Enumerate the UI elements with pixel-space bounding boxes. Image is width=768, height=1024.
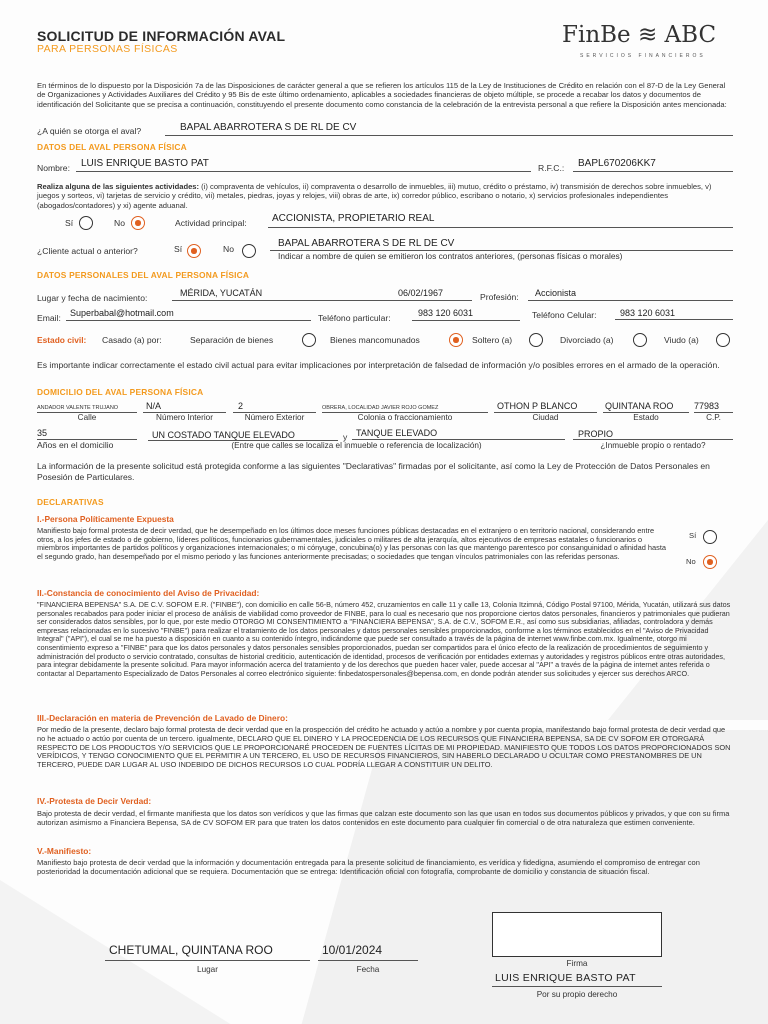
- pep-si-radio[interactable]: [703, 530, 717, 544]
- pep-title: I.-Persona Políticamente Expuesta: [37, 514, 174, 524]
- lugar-nacimiento-line: [172, 300, 472, 301]
- cliente-si-radio[interactable]: [187, 244, 201, 258]
- actividades-lead: Realiza alguna de las siguientes actividades:: [37, 182, 200, 191]
- anios-caption: Años en el domicilio: [37, 440, 114, 450]
- actividades-no-label: No: [114, 218, 125, 228]
- section-datos-aval: DATOS DEL AVAL PERSONA FÍSICA: [37, 142, 187, 152]
- page-title: SOLICITUD DE INFORMACIÓN AVAL: [37, 28, 286, 44]
- profesion-label: Profesión:: [480, 292, 519, 302]
- pep-no-radio[interactable]: [703, 555, 717, 569]
- cliente-field[interactable]: BAPAL ABARROTERA S DE RL DE CV: [278, 238, 455, 249]
- fecha-firma-line: [318, 960, 418, 961]
- cliente-si-label: Sí: [174, 244, 183, 254]
- estado-civil-viudo: Viudo (a): [664, 335, 699, 345]
- propio-field[interactable]: PROPIO: [578, 429, 614, 439]
- actividades-paragraph: [37, 182, 733, 210]
- cliente-no-label: No: [223, 244, 234, 254]
- manifiesto-title: V.-Manifiesto:: [37, 846, 92, 856]
- actividades-si-radio[interactable]: [79, 216, 93, 230]
- section-domicilio: DOMICILIO DEL AVAL PERSONA FÍSICA: [37, 387, 204, 397]
- email-field[interactable]: Superbabal@hotmail.com: [70, 308, 174, 318]
- privacidad-title: II.-Constancia de conocimiento del Aviso de Privacidad:: [37, 588, 260, 598]
- lavado-title: III.-Declaración en materia de Prevención de Lavado de Dinero:: [37, 713, 288, 723]
- profesion-line: [528, 300, 733, 301]
- celular-field[interactable]: 983 120 6031: [620, 308, 676, 318]
- viudo-radio[interactable]: [716, 333, 730, 347]
- estado-civil-separacion: Separación de bienes: [190, 335, 274, 345]
- cp-caption: C.P.: [706, 413, 721, 422]
- lavado-paragraph: Por medio de la presente, declaro bajo formal protesta de decir verdad que en la prospección del crédito he actuado y actúo a nombre y por cuenta propia, manifestando bajo formal protesta de decir verdad que no he actuado o actúo por cuenta de un tercero. igualmente, DECLARO QUE EL DINERO Y LA PROCEDENCIA DE LOS RECURSOS QUE FINANCIERA BEPENSA, SA DE CV SOFOM ER OTORGARÁ RESPECTO DE LOS PRODUCTOS Y/O SERVICIOS QUE LE PROPORCIONARÉ PROCEDEN DE FUENTES LÍCITAS DE MI PROPIEDAD. MANIFIESTO QUE TODOS LOS DATOS PROPORCIONADOS SON VERÍDICOS, Y TENGO CONOCIMIENTO QUE EL PERMITIR A UN TERCERO, EL USO DE RECURSOS FINANCIEROS, SIN HABERLO DECLARADO U OCULTAR COMO PRESTANOMBRES DE UN TERCERO, PUEDE DAR LUGAR AL USO INDEBIDO DE DICHOS RECURSOS LO CUAL PODRÍA LLEGAR A CONSTITUIR UN DELITO.: [37, 725, 731, 770]
- nombre-field[interactable]: LUIS ENRIQUE BASTO PAT: [81, 158, 209, 169]
- actividad-principal-label: Actividad principal:: [175, 218, 247, 228]
- signature-box[interactable]: [492, 912, 662, 957]
- num-int-field[interactable]: N/A: [146, 401, 162, 411]
- divorciado-radio[interactable]: [633, 333, 647, 347]
- fecha-nacimiento-field[interactable]: 06/02/1967: [398, 288, 444, 298]
- estado-civil-mancomunados: Bienes mancomunados: [330, 335, 420, 345]
- ciudad-caption: Ciudad: [532, 413, 559, 422]
- entre-calle-1-field[interactable]: UN COSTADO TANQUE ELEVADO: [152, 430, 295, 440]
- colonia-field[interactable]: OBRERA, LOCALIDAD JAVIER ROJO GOMEZ: [322, 405, 439, 411]
- cliente-label: ¿Cliente actual o anterior?: [37, 246, 138, 256]
- actividad-principal-line: [268, 227, 733, 228]
- logo-tagline: SERVICIOS FINANCIEROS: [580, 53, 706, 59]
- num-ext-field[interactable]: 2: [238, 401, 244, 411]
- calle-field[interactable]: ANDADOR VALENTE TRUJANO: [37, 405, 119, 411]
- nombre-label: Nombre:: [37, 163, 70, 173]
- firma-caption: Firma: [566, 959, 588, 968]
- profesion-field[interactable]: Accionista: [535, 288, 577, 298]
- lugar-firma-line: [105, 960, 310, 961]
- estado-caption: Estado: [633, 413, 659, 422]
- fecha-firma-field[interactable]: 10/01/2024: [322, 943, 383, 957]
- proteccion-paragraph: La información de la presente solicitud está protegida conforme a las siguientes "Declarativas" firmadas por el solicitante, así como la Ley de Protección de Datos Personales en Posesión de Particulares.: [37, 461, 710, 482]
- cp-field[interactable]: 77983: [694, 401, 720, 411]
- protesta-paragraph: Bajo protesta de decir verdad, el firmante manifiesta que los datos son verídicos y que las firmas que calzan este documento son las que usan en todos sus documentos públicos y privados, y que con su firma autorizan asimismo a Financiera Bepensa, SA de CV SOFOM ER para que traten los datos contenidos en este documento para cualquier fin comercial o de otra naturaleza que estimen conveniente.: [37, 809, 730, 827]
- section-declarativas: DECLARATIVAS: [37, 497, 104, 507]
- estado-civil-note: Es importante indicar correctamente el estado civil actual para evitar implicaciones por interpretación de falsedad de información y/o posibles errores en el armado de la operación.: [37, 360, 720, 370]
- nombre-line: [76, 171, 531, 172]
- celular-line: [615, 319, 733, 320]
- firmante-nombre: LUIS ENRIQUE BASTO PAT: [495, 972, 636, 984]
- cliente-hint: Indicar a nombre de quien se emitieron los contratos anteriores, (personas físicas o morales): [278, 251, 623, 261]
- celular-label: Teléfono Celular:: [532, 310, 597, 320]
- firmante-caption: Por su propio derecho: [536, 990, 618, 999]
- pep-no-label: No: [686, 557, 696, 566]
- num-ext-caption: Número Exterior: [244, 413, 305, 422]
- pep-si-label: Sí: [689, 531, 697, 540]
- lugar-nacimiento-field[interactable]: MÉRIDA, YUCATÁN: [180, 288, 263, 298]
- lugar-firma-caption: Lugar: [197, 965, 218, 974]
- fecha-firma-caption: Fecha: [356, 965, 380, 974]
- actividades-si-label: Sí: [65, 218, 74, 228]
- rfc-field[interactable]: BAPL670206KK7: [578, 158, 656, 169]
- separacion-bienes-radio[interactable]: [302, 333, 316, 347]
- lugar-nacimiento-label: Lugar y fecha de nacimiento:: [37, 293, 148, 303]
- actividades-text: (i) compraventa de vehículos, ii) compraventa o desarrollo de inmuebles, iii) mutuo, crédito o préstamo, iv) transmisión de derechos sobre inmuebles, v) juegos y sorteos, vi) tarjetas de servicio y crédito, vii) metales, piedras, joyas y relojes, viii) obras de arte, ix) corredor público, escribano o notario, x) servicios profesionales independientes (abogados/contadores) y xi) agente aduanal.: [37, 182, 712, 210]
- telefono-line: [412, 320, 520, 321]
- telefono-label: Teléfono particular:: [318, 313, 391, 323]
- ciudad-field[interactable]: OTHON P BLANCO: [497, 401, 578, 411]
- propio-caption: ¿Inmueble propio o rentado?: [600, 441, 706, 450]
- aval-para-line: [165, 135, 733, 136]
- actividades-no-radio[interactable]: [131, 216, 145, 230]
- entre-calles-caption: (Entre que calles se localiza el inmueble o referencia de localización): [231, 441, 482, 450]
- estado-civil-divorciado: Divorciado (a): [560, 335, 614, 345]
- finbe-abc-logo: FinBe ≋ ABC: [562, 22, 717, 48]
- estado-field[interactable]: QUINTANA ROO: [605, 401, 674, 411]
- calle-caption: Calle: [77, 413, 97, 422]
- page-subtitle: PARA PERSONAS FÍSICAS: [37, 43, 178, 55]
- background-watermark: [0, 730, 768, 1024]
- estado-civil-soltero: Soltero (a): [472, 335, 513, 345]
- pep-paragraph: Manifiesto bajo formal protesta de decir verdad, que he desempeñado en los últimos doce meses funciones públicas destacadas en el extranjero o en territorio nacional, considerando entre otros, a los jefes de estado o de gobierno, líderes políticos, funcionarios gubernamentales, judiciales o militares de alta jerarquía, altos ejecutivos de empresas estatales o funcionarios o miembros importantes de partidos políticos y organizaciones internacionales; o mi cónyuge, concubina(o) y las personas con las que mantengo parentesco por consanguinidad o afinidad hasta el segundo grado, han desempeñado por el mismo periodo y las funciones anteriormente precisadas; o sociedades que tengan vínculos patrimoniales con las referidas personas.: [37, 526, 666, 561]
- firmante-line: [492, 986, 662, 987]
- rfc-line: [573, 171, 733, 172]
- actividad-principal-field[interactable]: ACCIONISTA, PROPIETARIO REAL: [272, 213, 435, 224]
- mancomunados-radio[interactable]: [449, 333, 463, 347]
- privacidad-paragraph: "FINANCIERA BEPENSA" S.A. DE C.V. SOFOM E.R. ("FINBE"), con domicilio en calle 56-B, número 452, cruzamientos en calle 11 y calle 13, Colonia Itzimná, Código Postal 97100, Mérida, Yucatán, utilizará sus datos personales recabados para poder iniciar el proceso de análisis de viabilidad como proveedor de FINBE, para lo cual es necesario que nos proporcione ciertos datos personales, financieros y patrimoniales que pudieran ser considerados datos sensibles, por lo que, por este medio OTORGO MI CONSENTIMIENTO a "FINANCIERA BEPENSA", S.A. de C.V., SOFOM E.R., así como sus subsidiarias, afiliadas, controladora y demás empresas relacionadas en lo sucesivo "FINBE") para realizar el tratamiento de los datos personales y datos personales sensibles proporcionados, conforme a los términos establecidos en el "Aviso de Privacidad Integral" ("API"), el cual se me ha puesto a disposición en cuanto a su contenido íntegro, indicándome que puede ser consultado a través de la página de internet www.finbe.com.mx. Igualmente, otorgo mi consentimiento expreso a "FINBE" para que los datos personales y datos personales sensibles proporcionados, puedan ser compartidos para el único efecto de la realización de procedimientos de seguimiento y administración del producto o servicio contratado, consultas de historial crediticio, autenticación de identidad, procesos de verificación por entidades externas y autoridades y registros públicos entre otras autoridades, para integrar debidamente la presente solicitud. Para mayor información acerca del tratamiento y de los derechos que pueden hacer valer, puede accesar al "API" a través de la página de internet antes referida o contactar al Departamento Especializado de Datos Personales al correo electrónico siguiente: finbedatospersonales@bepensa.com, en donde podrán atender sus solicitudes y ejercer sus derechos ARCO.: [37, 600, 731, 678]
- num-int-caption: Número Interior: [156, 413, 213, 422]
- telefono-field[interactable]: 983 120 6031: [418, 308, 474, 318]
- email-line: [66, 320, 311, 321]
- colonia-caption: Colonia o fraccionamiento: [357, 413, 453, 422]
- entre-y-label: y: [343, 432, 348, 442]
- estado-civil-casado: Casado (a) por:: [102, 335, 162, 345]
- manifiesto-paragraph: Manifiesto bajo protesta de decir verdad que la información y documentación entregada para la presente solicitud de financiamiento, es verídica y fidedigna, asumiendo el compromiso de entregar con posterioridad la documentación adicional que se requiera. Documentación que se entrega: Identificación oficial con fotografía, comprobante de domicilio y constancia de situación fiscal.: [37, 858, 700, 876]
- estado-civil-label: Estado civil:: [37, 335, 87, 345]
- entre-calle-2-line: [352, 439, 565, 440]
- rfc-label: R.F.C.:: [538, 163, 565, 173]
- section-datos-personales: DATOS PERSONALES DEL AVAL PERSONA FÍSICA: [37, 270, 250, 280]
- protesta-title: IV.-Protesta de Decir Verdad:: [37, 796, 152, 806]
- aval-para-label: ¿A quién se otorga el aval?: [37, 126, 142, 136]
- propio-line: [573, 439, 733, 440]
- lugar-firma-field[interactable]: CHETUMAL, QUINTANA ROO: [109, 943, 273, 957]
- entre-calle-2-field[interactable]: TANQUE ELEVADO: [356, 428, 438, 438]
- soltero-radio[interactable]: [529, 333, 543, 347]
- cliente-no-radio[interactable]: [242, 244, 256, 258]
- intro-paragraph: En términos de lo dispuesto por la Disposición 7a de las Disposiciones de carácter general a que se refieren los artículos 115 de la Ley de Instituciones de Crédito en relación con el 87-D de la Ley General de Organizaciones y Actividades Auxiliares del Crédito y 95 Bis de este último ordenamiento, aplicables a sociedades financieras de objeto múltiple, se procede a recabar los datos y documentos de identificación del Solicitante que se precisa a continuación, constituyendo el presente documento como constancia de la celebración de la entrevista personal a que refiere la Disposición antes mencionada:: [37, 81, 727, 109]
- email-label: Email:: [37, 313, 61, 323]
- anios-field[interactable]: 35: [37, 428, 48, 438]
- aval-para-field[interactable]: BAPAL ABARROTERA S DE RL DE CV: [180, 122, 357, 133]
